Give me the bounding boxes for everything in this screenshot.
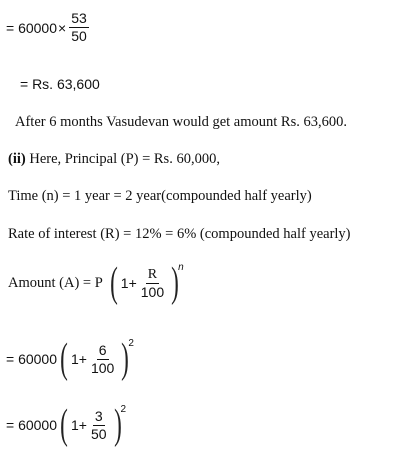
exponent: n [178,262,184,273]
part-ii-line [8,150,220,168]
equation-line-1 [6,10,91,45]
fraction-numerator: 6 [98,341,107,358]
equation-step-2 [6,404,126,446]
left-paren: ( [60,402,68,448]
statement-line: After 6 months Vasudevan would get amount Rs. 63,600. [15,114,347,130]
equation-prefix: = 60000 [6,19,57,36]
exponent: 2 [120,404,127,415]
one-plus: 1+ [71,417,87,433]
fraction-numerator: 3 [94,407,103,424]
amount-prefix: Amount (A) = P [8,275,103,291]
rate-line: Rate of interest (R) = 12% = 6% (compounded half yearly) [8,226,351,242]
fraction-denominator: 50 [71,28,87,44]
fraction-denominator: 100 [90,359,115,376]
amount-formula [8,262,184,304]
result-line: = Rs. 63,600 [20,76,100,92]
fraction [89,342,116,377]
part-label: (ii) [8,151,26,167]
left-paren: ( [60,336,68,382]
fraction-numerator: R [147,266,158,282]
right-paren: ) [121,336,130,382]
exponent: 2 [128,338,134,349]
left-paren: ( [109,260,118,306]
right-paren: ) [171,260,179,306]
one-plus: 1+ [71,351,87,367]
times-sign: × [58,19,67,36]
fraction [139,266,166,301]
equation-step-1 [6,338,134,380]
one-plus: 1+ [120,275,137,291]
fraction-denominator: 50 [90,425,107,442]
fraction [69,10,89,45]
equation-prefix: = 60000 [6,417,57,433]
time-line: Time (n) = 1 year = 2 year(compounded half yearly) [8,188,312,204]
fraction-numerator: 53 [71,10,87,26]
fraction [89,408,109,443]
fraction-denominator: 100 [140,283,165,300]
part-text: Here, Principal (P) = Rs. 60,000, [29,151,220,167]
equation-prefix: = 60000 [6,351,57,367]
right-paren: ) [113,402,122,448]
